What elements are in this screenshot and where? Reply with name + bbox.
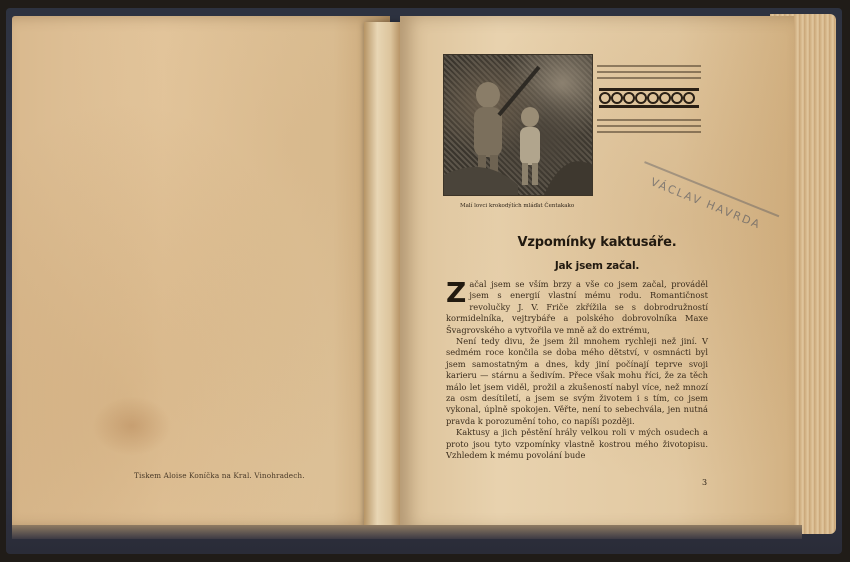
book-gutter xyxy=(364,22,402,527)
chapter-subtitle: Jak jsem začal. xyxy=(554,260,640,272)
paragraph: Kaktusy a jich pěstění hrály velkou roli v mých osudech a proto jsou tyto vzpomínky vlastně kostrou mého životopisu. Vzhledem k mému povolání bude xyxy=(446,427,708,461)
decorative-ornament xyxy=(597,64,701,134)
photo-illustration xyxy=(443,54,593,196)
paragraph: Není tedy divu, že jsem žil mnohem rychleji než jiní. V sedmém roce končila se doba mého dětství, v osmnácti byl jsem samostatným a dnes, kdy jiní počínají teprve svoji karieru — stárnu a šedivím. Přece však mohu říci, že za těch málo let jsem viděl, prožil a zkušeností nabyl více, než mnozí za osm desítiletí, a jsem se svým životem i s tím, co jsem vykonal, úplně spokojen. Věřte, není to sebechvála, jen nutná pravda k porozumění toho, co napíši později. xyxy=(446,336,708,426)
right-page xyxy=(400,16,794,530)
body-text xyxy=(446,276,708,462)
chapter-title: Vzpomínky kaktusáře. xyxy=(517,235,677,250)
ownership-stamp: VÁCLAV HAVRDA xyxy=(622,161,780,273)
photo-caption: Malí lovci krokodýlích mláďat Čentakako xyxy=(460,203,575,209)
page-number: 3 xyxy=(702,478,708,487)
left-page xyxy=(12,16,390,528)
photo-figures xyxy=(444,55,592,195)
printer-imprint: Tiskem Aloise Koníčka na Kral. Vinohradech. xyxy=(134,471,305,480)
paragraph: ačal jsem se vším brzy a vše co jsem začal, prováděl jsem s energií vlastní mému rodu. Romantičnost revolučky J. V. Friče zkřížila se s dobrodružností kormidelníka, vejtrybáře a polského dobrovolníka Maxe Švagrovského a vytvořila ve mně až do extrému, xyxy=(446,279,708,335)
book-bottom-edge xyxy=(12,525,802,539)
drop-cap: Z xyxy=(446,276,467,309)
paper-stain xyxy=(92,396,172,456)
